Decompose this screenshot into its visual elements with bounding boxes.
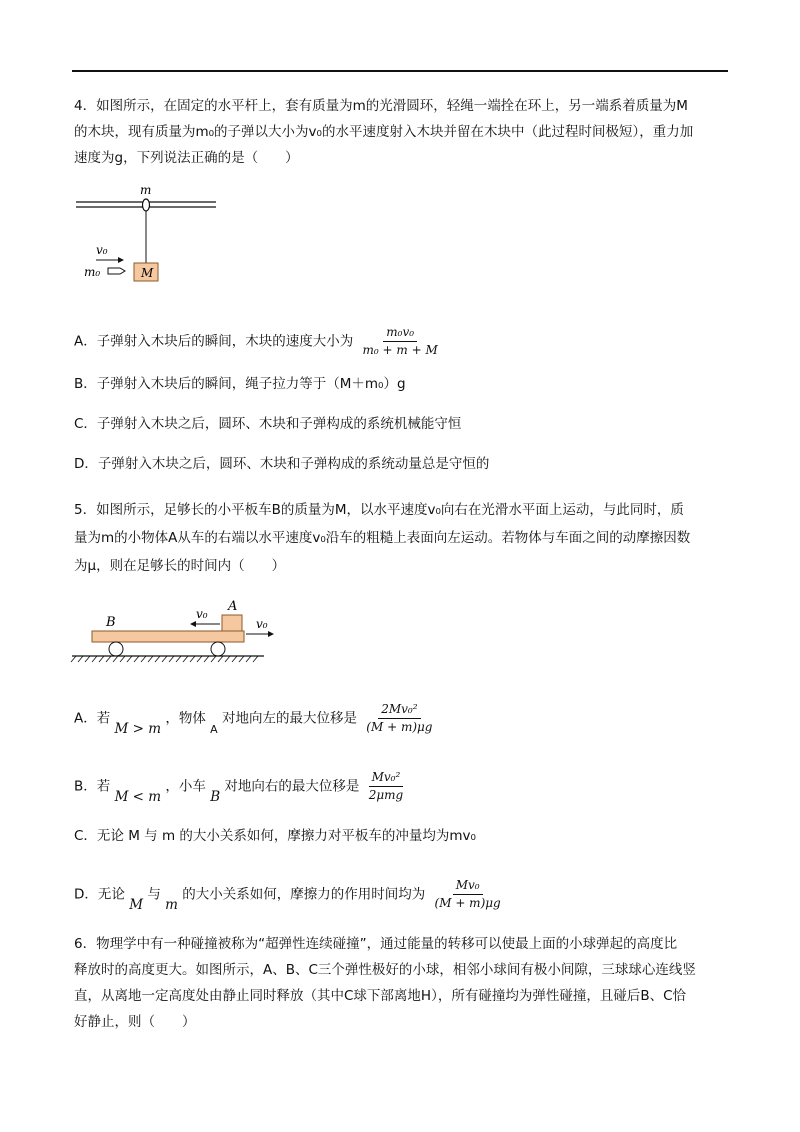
q5-option-b-post: 对地向右的最大位移是 bbox=[224, 778, 360, 795]
q5-option-a-fraction bbox=[363, 702, 435, 735]
q5-option-b-denominator: 2μmg bbox=[368, 788, 404, 802]
velocity-label: v₀ bbox=[96, 243, 108, 257]
block-label: M bbox=[141, 266, 154, 280]
q5-option-d-M: M bbox=[129, 896, 144, 913]
q5-option-d-denominator: (M + m)μg bbox=[434, 896, 501, 910]
wheel-right bbox=[211, 642, 225, 656]
cart-B bbox=[92, 631, 244, 642]
bullet-label: m₀ bbox=[84, 265, 101, 279]
hatch-mark bbox=[162, 656, 167, 662]
hatch-mark bbox=[85, 656, 90, 662]
hatch-mark bbox=[176, 656, 181, 662]
v-left-label: v₀ bbox=[196, 607, 208, 621]
hatch-mark bbox=[141, 656, 146, 662]
hatch-mark bbox=[197, 656, 202, 662]
q6-stem-line4: 好静止，则（ ） bbox=[74, 1014, 196, 1030]
hatch-mark bbox=[120, 656, 125, 662]
hatch-mark bbox=[232, 656, 237, 662]
q5-option-d-pre: D．无论 bbox=[74, 886, 125, 903]
q4-option-a bbox=[74, 325, 443, 358]
cart-label: B bbox=[106, 615, 116, 630]
q4-option-a-fraction bbox=[360, 325, 441, 358]
hatch-mark bbox=[183, 656, 188, 662]
velocity-arrowhead bbox=[118, 257, 124, 263]
q5-stem-line2: 量为m的小物体A从车的右端以水平速度v₀沿车的粗糙上表面向左运动。若物体与车面之间的动摩擦因数 bbox=[74, 530, 691, 546]
v-left-arrowhead bbox=[190, 621, 196, 627]
q4-figure bbox=[70, 180, 230, 290]
ring bbox=[143, 199, 150, 211]
object-A bbox=[222, 615, 242, 631]
q5-option-a-subject: A bbox=[210, 722, 218, 736]
hatch-mark bbox=[239, 656, 244, 662]
q5-option-d-numerator: Mv₀ bbox=[453, 878, 483, 895]
hatch-mark bbox=[134, 656, 139, 662]
q5-stem-line3: 为μ，则在足够长的时间内（ ） bbox=[74, 558, 286, 574]
object-label: A bbox=[228, 599, 238, 614]
q5-option-d-yu: 与 bbox=[147, 886, 161, 903]
hatch-mark bbox=[190, 656, 195, 662]
hatch-mark bbox=[155, 656, 160, 662]
q5-option-d-fraction bbox=[432, 878, 504, 911]
hatch-mark bbox=[127, 656, 132, 662]
q6-stem-line1: 6．物理学中有一种碰撞被称为“超弹性连续碰撞”，通过能量的转移可以使最上面的小球弹起的高度比 bbox=[74, 936, 678, 952]
hatch-mark bbox=[169, 656, 174, 662]
q4-option-a-denominator: m₀ + m + M bbox=[362, 343, 438, 357]
q5-option-a-numerator: 2Mv₀² bbox=[378, 702, 420, 719]
ground-hatching bbox=[71, 656, 258, 662]
top-rule bbox=[72, 70, 728, 72]
q5-option-a-denominator: (M + m)μg bbox=[366, 720, 433, 734]
q6-stem-line3: 直，从离地一定高度处由静止同时释放（其中C球下部离地H），所有碰撞均为弹性碰撞，且碰后B、C恰 bbox=[74, 988, 687, 1004]
hatch-mark bbox=[148, 656, 153, 662]
q5-option-b-fraction bbox=[366, 770, 407, 803]
hatch-mark bbox=[218, 656, 223, 662]
hatch-mark bbox=[92, 656, 97, 662]
q4-option-b: B．子弹射入木块后的瞬间，绳子拉力等于（M＋m₀）g bbox=[74, 376, 406, 392]
v-right-label: v₀ bbox=[256, 617, 268, 631]
hatch-mark bbox=[71, 656, 76, 662]
hatch-mark bbox=[99, 656, 104, 662]
hatch-mark bbox=[204, 656, 209, 662]
q5-option-b-numerator: Mv₀² bbox=[369, 770, 404, 787]
hatch-mark bbox=[211, 656, 216, 662]
q4-option-d: D．子弹射入木块之后，圆环、木块和子弹构成的系统动量总是守恒的 bbox=[74, 456, 490, 472]
q5-option-d bbox=[74, 878, 506, 911]
ring-label: m bbox=[140, 183, 152, 197]
q4-stem-line2: 的木块，现有质量为m₀的子弹以大小为v₀的水平速度射入木块并留在木块中（此过程时间极短），重力加 bbox=[74, 124, 694, 140]
q5-option-b-condition: M < m bbox=[114, 788, 162, 805]
q5-option-a bbox=[74, 702, 438, 735]
q5-option-a-mid: ，物体 bbox=[165, 710, 206, 727]
q5-stem-line1: 5．如图所示，足够长的小平板车B的质量为M，以水平速度v₀向右在光滑水平面上运动，与此同时，质 bbox=[74, 502, 684, 518]
q5-option-b bbox=[74, 770, 408, 803]
bullet bbox=[108, 268, 125, 274]
hatch-mark bbox=[113, 656, 118, 662]
hatch-mark bbox=[253, 656, 258, 662]
v-right-arrowhead bbox=[268, 631, 274, 637]
hatch-mark bbox=[225, 656, 230, 662]
q6-stem-line2: 释放时的高度更大。如图所示，A、B、C三个弹性极好的小球，相邻小球间有极小间隙，三球球心连线竖 bbox=[74, 962, 696, 978]
q5-figure bbox=[68, 594, 278, 670]
q5-option-a-post: 对地向左的最大位移是 bbox=[222, 710, 357, 727]
q5-option-b-subject: B bbox=[210, 788, 221, 805]
q5-option-d-post: 的大小关系如何，摩擦力的作用时间均为 bbox=[182, 886, 426, 903]
hatch-mark bbox=[78, 656, 83, 662]
q4-stem-line3: 速度为g，下列说法正确的是（ ） bbox=[74, 150, 299, 166]
hatch-mark bbox=[246, 656, 251, 662]
q4-option-a-text: A．子弹射入木块后的瞬间，木块的速度大小为 bbox=[74, 333, 354, 350]
q4-stem-line1: 4．如图所示，在固定的水平杆上，套有质量为m的光滑圆环，轻绳一端拴在环上，另一端系着质量为M bbox=[74, 98, 688, 114]
wheel-left bbox=[109, 642, 123, 656]
q5-option-c: C．无论 M 与 m 的大小关系如何，摩擦力对平板车的冲量均为mv₀ bbox=[74, 828, 476, 844]
q5-option-b-pre: B．若 bbox=[74, 778, 111, 795]
q4-option-c: C．子弹射入木块之后，圆环、木块和子弹构成的系统机械能守恒 bbox=[74, 416, 462, 432]
q5-option-a-pre: A．若 bbox=[74, 710, 111, 727]
q5-option-a-condition: M > m bbox=[114, 720, 162, 737]
q5-option-d-m: m bbox=[165, 896, 178, 913]
q5-option-b-mid: ，小车 bbox=[165, 778, 206, 795]
q4-option-a-numerator: m₀v₀ bbox=[383, 325, 417, 342]
hatch-mark bbox=[106, 656, 111, 662]
